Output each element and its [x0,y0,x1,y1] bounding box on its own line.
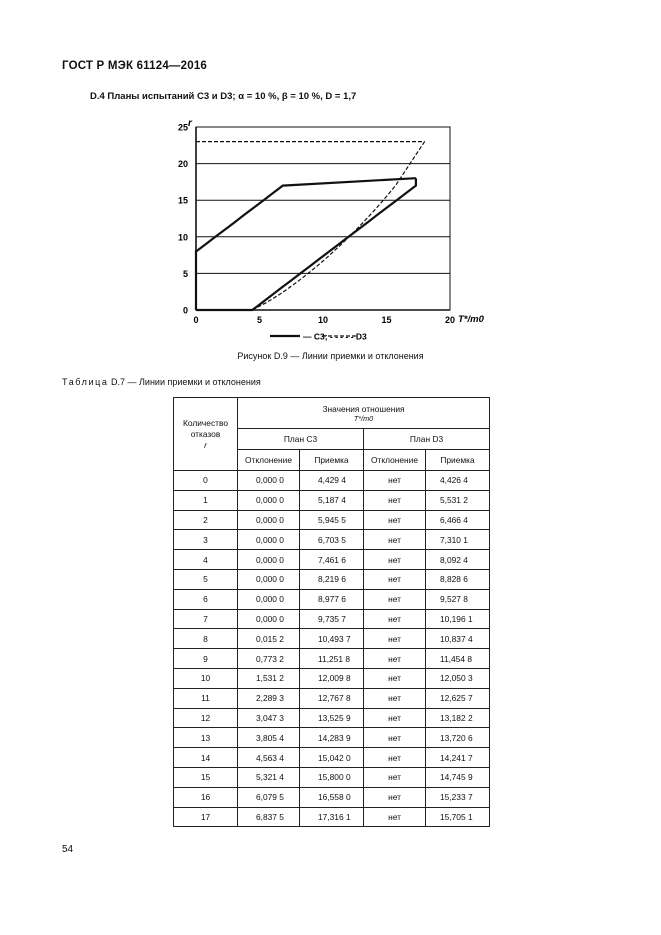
cell-d3-accept: 7,310 1 [426,530,490,550]
cell-c3-accept: 11,251 8 [300,649,364,669]
header-failures-symbol: r [204,440,207,450]
cell-c3-accept: 16,558 0 [300,787,364,807]
table-row [174,471,490,491]
cell-d3-reject: нет [364,807,426,827]
x-tick-label: 15 [381,315,392,325]
cell-failures: 16 [174,787,238,807]
cell-d3-accept: 5,531 2 [426,490,490,510]
cell-d3-accept: 4,426 4 [426,471,490,491]
cell-c3-accept: 5,187 4 [300,490,364,510]
section-title [90,91,356,102]
cell-d3-reject: нет [364,471,426,491]
table-row [174,629,490,649]
section-title-params: α = 10 %, β = 10 %, D = 1,7 [238,91,357,102]
cell-c3-reject: 0,000 0 [238,569,300,589]
cell-failures: 11 [174,688,238,708]
section-title-text: D.4 Планы испытаний C3 и D3; [90,91,239,102]
cell-c3-reject: 2,289 3 [238,688,300,708]
cell-c3-reject: 3,047 3 [238,708,300,728]
cell-d3-reject: нет [364,569,426,589]
cell-c3-accept: 10,493 7 [300,629,364,649]
cell-c3-accept: 4,429 4 [300,471,364,491]
cell-d3-reject: нет [364,728,426,748]
cell-failures: 15 [174,767,238,787]
series-line-3 [252,142,424,310]
table-caption-label: Таблица [62,377,109,387]
table-caption-text: D.7 — Линии приемки и отклонения [108,377,261,387]
cell-c3-reject: 4,563 4 [238,748,300,768]
cell-failures: 4 [174,550,238,570]
cell-failures: 1 [174,490,238,510]
cell-c3-accept: 17,316 1 [300,807,364,827]
cell-failures: 3 [174,530,238,550]
table-row [174,767,490,787]
figure-caption: Рисунок D.9 — Линии приемки и отклонения [237,351,424,361]
header-ratio [238,398,490,429]
table-row [174,589,490,609]
table-row [174,550,490,570]
cell-c3-accept: 8,977 6 [300,589,364,609]
cell-d3-reject: нет [364,767,426,787]
header-failures [174,398,238,471]
cell-d3-accept: 12,050 3 [426,668,490,688]
cell-c3-accept: 15,042 0 [300,748,364,768]
cell-c3-accept: 9,735 7 [300,609,364,629]
x-tick-label: 20 [444,315,456,325]
cell-d3-reject: нет [364,649,426,669]
y-tick-label: 15 [177,195,188,206]
cell-c3-accept: 5,945 5 [300,510,364,530]
cell-d3-accept: 10,196 1 [426,609,490,629]
cell-c3-reject: 0,773 2 [238,649,300,669]
table-row [174,728,490,748]
cell-c3-accept: 6,703 5 [300,530,364,550]
y-tick-label: 20 [177,159,188,170]
cell-c3-accept: 7,461 6 [300,550,364,570]
cell-failures: 0 [174,471,238,491]
cell-c3-accept: 15,800 0 [300,767,364,787]
y-axis-label: r [188,118,192,129]
cell-c3-reject: 0,000 0 [238,530,300,550]
acceptance-rejection-table [173,397,490,827]
table-row [174,748,490,768]
cell-failures: 14 [174,748,238,768]
x-axis-label: T*/m0 [458,314,484,325]
cell-c3-reject: 0,000 0 [238,471,300,491]
table-row [174,530,490,550]
cell-d3-accept: 11,454 8 [426,649,490,669]
y-tick-label: 10 [177,232,188,243]
cell-failures: 5 [174,569,238,589]
cell-failures: 12 [174,708,238,728]
cell-failures: 2 [174,510,238,530]
table-row [174,490,490,510]
x-tick-label: 5 [256,315,263,325]
x-tick-label: 0 [193,315,199,325]
x-tick-label: 10 [317,315,329,325]
table-row [174,510,490,530]
cell-d3-reject: нет [364,787,426,807]
cell-d3-reject: нет [364,668,426,688]
header-c3-reject: Отклонение [238,450,300,471]
cell-c3-accept: 13,525 9 [300,708,364,728]
cell-d3-reject: нет [364,629,426,649]
table-row [174,569,490,589]
cell-c3-reject: 0,000 0 [238,589,300,609]
y-tick-label: 0 [182,305,188,316]
cell-failures: 6 [174,589,238,609]
header-failures-text: Количество отказов [183,418,228,439]
series-line-1 [196,178,416,310]
table-row [174,649,490,669]
acceptance-rejection-chart [160,110,500,342]
cell-d3-reject: нет [364,609,426,629]
document-header: ГОСТ Р МЭК 61124—2016 [62,60,208,72]
table-row [174,609,490,629]
table-row [174,708,490,728]
cell-c3-reject: 6,079 5 [238,787,300,807]
cell-c3-reject: 3,805 4 [238,728,300,748]
cell-c3-reject: 0,000 0 [238,510,300,530]
cell-d3-accept: 15,705 1 [426,807,490,827]
table-row [174,807,490,827]
legend-text: — C3; - - - - - D3 [303,331,367,342]
table-row [174,787,490,807]
cell-d3-reject: нет [364,550,426,570]
table-row [174,668,490,688]
y-tick-label: 25 [177,122,188,133]
header-ratio-symbol: T*/m0 [353,413,374,423]
cell-failures: 10 [174,668,238,688]
cell-failures: 7 [174,609,238,629]
plot-frame [196,127,450,310]
cell-d3-accept: 15,233 7 [426,787,490,807]
chart-legend [270,332,367,342]
cell-c3-accept: 14,283 9 [300,728,364,748]
header-d3-reject: Отклонение [364,450,426,471]
header-c3-accept: Приемка [300,450,364,471]
cell-d3-reject: нет [364,708,426,728]
cell-d3-accept: 13,182 2 [426,708,490,728]
cell-d3-accept: 10,837 4 [426,629,490,649]
cell-c3-accept: 8,219 6 [300,569,364,589]
y-tick-label: 5 [182,268,188,279]
cell-d3-accept: 14,241 7 [426,748,490,768]
table-row [174,688,490,708]
header-plan-c3: План C3 [238,429,364,450]
cell-c3-reject: 0,000 0 [238,490,300,510]
cell-c3-reject: 5,321 4 [238,767,300,787]
cell-d3-reject: нет [364,589,426,609]
cell-c3-reject: 6,837 5 [238,807,300,827]
cell-d3-reject: нет [364,748,426,768]
cell-d3-accept: 12,625 7 [426,688,490,708]
cell-c3-reject: 1,531 2 [238,668,300,688]
header-plan-d3: План D3 [364,429,490,450]
cell-d3-reject: нет [364,490,426,510]
cell-d3-accept: 8,092 4 [426,550,490,570]
cell-d3-reject: нет [364,510,426,530]
series-line-2 [196,178,416,310]
cell-d3-accept: 14,745 9 [426,767,490,787]
cell-c3-accept: 12,767 8 [300,688,364,708]
cell-c3-reject: 0,000 0 [238,550,300,570]
cell-failures: 8 [174,629,238,649]
cell-failures: 9 [174,649,238,669]
cell-d3-reject: нет [364,688,426,708]
header-ratio-text: Значения отношения [322,403,405,414]
cell-c3-reject: 0,015 2 [238,629,300,649]
cell-d3-accept: 9,527 8 [426,589,490,609]
cell-d3-accept: 13,720 6 [426,728,490,748]
cell-d3-accept: 6,466 4 [426,510,490,530]
cell-d3-accept: 8,828 6 [426,569,490,589]
cell-d3-reject: нет [364,530,426,550]
cell-c3-reject: 0,000 0 [238,609,300,629]
table-caption [62,377,261,387]
header-d3-accept: Приемка [426,450,490,471]
cell-failures: 13 [174,728,238,748]
page-number: 54 [62,844,74,855]
cell-failures: 17 [174,807,238,827]
cell-c3-accept: 12,009 8 [300,668,364,688]
